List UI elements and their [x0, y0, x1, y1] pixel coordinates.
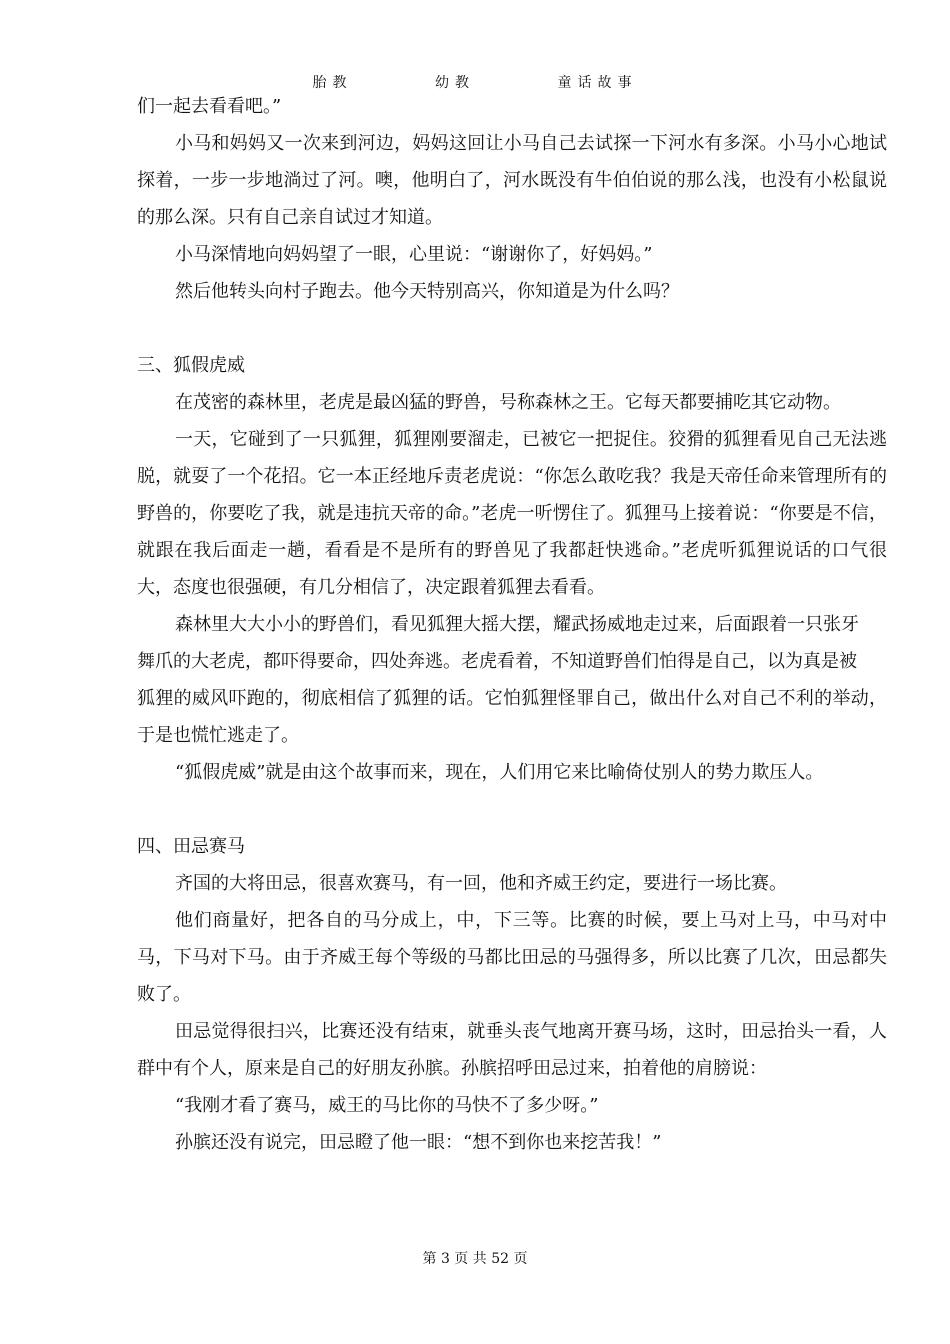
paragraph: 然后他转头向村子跑去。他今天特别高兴，你知道是为什么吗？ [175, 281, 679, 302]
paragraph: “我刚才看了赛马，威王的马比你的马快不了多少呀。” [175, 1095, 599, 1116]
header-item-tonghua: 童话故事 [557, 75, 638, 91]
paragraph: 小马深情地向妈妈望了一眼，心里说：“谢谢你了，好妈妈。” [175, 244, 653, 265]
paragraph: 齐国的大将田忌，很喜欢赛马，有一回，他和齐威王约定，要进行一场比赛。 [175, 873, 787, 894]
paragraph: “狐假虎威”就是由这个故事而来，现在，人们用它来比喻倚仗别人的势力欺压人。 [175, 762, 824, 783]
document-body [137, 88, 887, 1161]
header-item-youjiao: 幼教 [435, 75, 475, 91]
paragraph: 狐狸的威风吓跑的，彻底相信了狐狸的话。它怕狐狸怪罪自己，做出什么对自己不利的举动，于是也慌忙逃走了。 [137, 688, 887, 746]
paragraph: 田忌觉得很扫兴，比赛还没有结束，就垂头丧气地离开赛马场，这时，田忌抬头一看，人群中有个人，原来是自己的好朋友孙膑。孙膑招呼田忌过来，拍着他的肩膀说： [137, 1021, 887, 1079]
paragraph: 他们商量好，把各自的马分成上，中，下三等。比赛的时候，要上马对上马，中马对中马，下马对下马。由于齐威王每个等级的马都比田忌的马强得多，所以比赛了几次，田忌都失败了。 [137, 910, 887, 1005]
paragraph: 们一起去看看吧。” [137, 96, 282, 117]
header-item-taijiao: 胎教 [312, 75, 353, 91]
paragraph: 在茂密的森林里，老虎是最凶猛的野兽，号称森林之王。它每天都要捕吃其它动物。 [175, 392, 841, 413]
paragraph: 一天，它碰到了一只狐狸，狐狸刚要溜走，已被它一把捉住。狡猾的狐狸看见自己无法逃脱，就耍了一个花招。它一本正经地斥责老虎说：“你怎么敢吃我？我是天帝任命来管理所有的野兽的，你要吃了我，就是违抗天帝的命。”老虎一听愣住了。狐狸马上接着说：“你要是不信，就跟在我后面走一趟，看看是不是所有的野兽见了我都赶快逃命。”老虎听狐狸说话的口气很大，态度也很强硬，有几分相信了，决定跟着狐狸去看看。 [137, 429, 887, 598]
section-heading: 四、田忌赛马 [137, 836, 245, 857]
section-heading: 三、狐假虎威 [137, 355, 245, 376]
paragraph: 森林里大大小小的野兽们，看见狐狸大摇大摆，耀武扬威地走过来，后面跟着一只张牙 [175, 614, 859, 635]
paragraph: 孙膑还没有说完，田忌瞪了他一眼：“想不到你也来挖苦我！” [175, 1132, 662, 1153]
paragraph: 舞爪的大老虎，都吓得要命，四处奔逃。老虎看着，不知道野兽们怕得是自己，以为真是被 [137, 651, 857, 672]
paragraph: 小马和妈妈又一次来到河边，妈妈这回让小马自己去试探一下河水有多深。小马小心地试探着，一步一步地淌过了河。噢，他明白了，河水既没有牛伯伯说的那么浅，也没有小松鼠说的那么深。只有自己亲自试过才知道。 [137, 133, 887, 228]
page-number: 第 3 页 共 52 页 [422, 1251, 528, 1267]
